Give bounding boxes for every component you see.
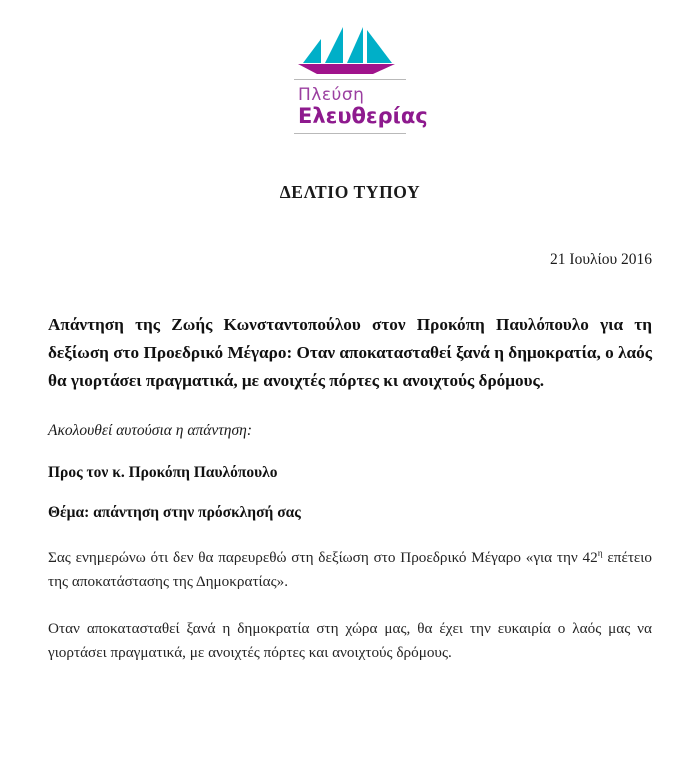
body-paragraph-2: Οταν αποκατασταθεί ξανά η δημοκρατία στη χώρα μας, θα έχει την ευκαιρία ο λαός μας να γιορτάσει πραγματικά, με ανοιχτές πόρτες και ανοιχτούς δρόμους. bbox=[48, 619, 652, 662]
sailing-ship-icon bbox=[295, 22, 405, 74]
body-paragraph-1 bbox=[48, 546, 652, 595]
document-content bbox=[0, 182, 700, 666]
logo-wordmark-line2: Ελευθερίας bbox=[298, 104, 428, 128]
logo-divider-bottom bbox=[294, 133, 406, 134]
logo-wordmark-line1: Πλεύση bbox=[298, 85, 365, 105]
document-date: 21 Ιουλίου 2016 bbox=[550, 251, 652, 268]
letter-addressee: Προς τον κ. Προκόπη Παυλόπουλο bbox=[48, 463, 278, 481]
press-release-document bbox=[0, 22, 700, 762]
body-paragraph-1-text-start: Σας ενημερώνω ότι δεν θα παρευρεθώ στη δεξίωση στο Προεδρικό Μέγαρο «για την 42 bbox=[48, 548, 598, 566]
headline-paragraph: Απάντηση της Ζωής Κωνσταντοπούλου στον Προκόπη Παυλόπουλο για τη δεξίωση στο Προεδρικό Μέγαρο: Οταν αποκατασταθεί ξανά η δημοκρατία, ο λαός θα γιορτάσει πραγματικά, με ανοιχτές πόρτες κι ανοιχτούς δρόμους. bbox=[48, 315, 652, 390]
press-release-title: ΔΕΛΤΙΟ ΤΥΠΟΥ bbox=[279, 182, 421, 202]
ordinal-suffix: η bbox=[597, 548, 603, 559]
logo-divider-top bbox=[294, 79, 406, 80]
body-paragraph-1-text-end: επέτειο της αποκατάστασης της Δημοκρατίας». bbox=[48, 548, 652, 591]
intro-note: Ακολουθεί αυτούσια η απάντηση: bbox=[48, 421, 252, 439]
letter-subject: Θέμα: απάντηση στην πρόσκλησή σας bbox=[48, 503, 301, 521]
logo-wordmark bbox=[290, 85, 428, 128]
organization-logo bbox=[290, 22, 428, 134]
